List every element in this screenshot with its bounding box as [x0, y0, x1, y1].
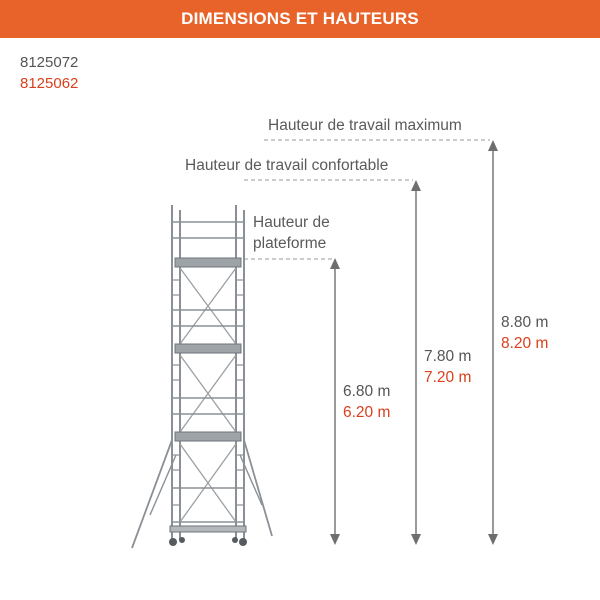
platform-height-value-8125062: 6.20 m [343, 404, 391, 421]
comfortable-height-arrow [411, 180, 421, 545]
label-comfortable-working-height: Hauteur de travail confortable [185, 157, 389, 174]
label-max-working-height: Hauteur de travail maximum [268, 117, 462, 134]
wheel-icon [239, 538, 247, 546]
max-height-arrow [488, 140, 498, 545]
platform-height-arrow [330, 258, 340, 545]
page-title: DIMENSIONS ET HAUTEURS [181, 9, 419, 28]
base-frame [170, 526, 246, 532]
wheel-icon [232, 537, 238, 543]
platform-middle [175, 344, 241, 353]
label-platform-height-line1: Hauteur de [253, 214, 330, 231]
max-height-value-8125062: 8.20 m [501, 335, 549, 352]
reference-8125062: 8125062 [20, 75, 79, 92]
reference-8125072: 8125072 [20, 54, 79, 71]
max-height-value-8125072: 8.80 m [501, 314, 549, 331]
label-platform-height-line2: plateforme [253, 235, 327, 252]
comfortable-height-value-8125062: 7.20 m [424, 369, 472, 386]
platform-top [175, 258, 241, 267]
wheel-icon [179, 537, 185, 543]
comfortable-height-value-8125072: 7.80 m [424, 348, 472, 365]
scaffold-tower [132, 205, 272, 548]
wheel-icon [169, 538, 177, 546]
platform-lower [175, 432, 241, 441]
platform-height-value-8125072: 6.80 m [343, 383, 391, 400]
